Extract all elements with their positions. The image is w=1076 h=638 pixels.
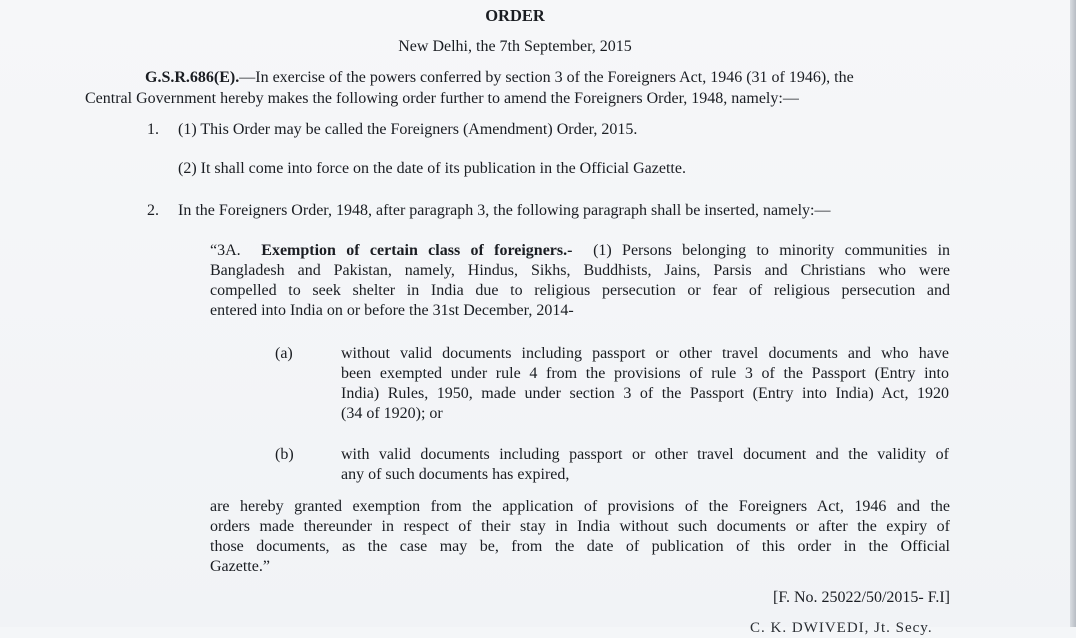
para-3a-heading: Exemption of certain class of foreigners.- bbox=[261, 242, 573, 259]
page-edge bbox=[1070, 0, 1076, 627]
clause-a-line: without valid documents including passport or other travel documents and who have bbox=[341, 345, 949, 362]
para-3a-open: “3A. bbox=[210, 242, 241, 259]
clause-b-label: (b) bbox=[275, 446, 294, 463]
para-3a-line: entered into India on or before the 31st December, 2014- bbox=[210, 302, 574, 319]
para-3a-line: compelled to seek shelter in India due to religious persecution or fear of religious persecution and bbox=[210, 282, 950, 299]
para1-number: 1. bbox=[147, 121, 159, 138]
signature-partial: C. K. DWIVEDI, Jt. Secy. bbox=[750, 620, 933, 636]
para-3a bbox=[210, 241, 950, 321]
preamble-text: —In exercise of the powers conferred by section 3 of the Foreigners Act, 1946 (31 of 1946), the bbox=[239, 69, 854, 86]
para-3a-line1-rest: (1) Persons belonging to minority communities in bbox=[593, 242, 951, 259]
closing-line: are hereby granted exemption from the application of provisions of the Foreigners Act, 1946 and the bbox=[210, 498, 950, 515]
closing-text bbox=[210, 497, 950, 577]
order-heading: ORDER bbox=[485, 6, 545, 25]
closing-line: those documents, as the case may be, from the date of publication of this order in the Official bbox=[210, 538, 950, 555]
gsr-number: G.S.R.686(E). bbox=[145, 69, 240, 86]
preamble-line-2: Central Government hereby makes the following order further to amend the Foreigners Order, 1948, namely:— bbox=[85, 90, 799, 107]
para-3a-line-1 bbox=[210, 241, 950, 261]
para1-sub2: (2) It shall come into force on the date of its publication in the Official Gazette. bbox=[178, 160, 686, 177]
clause-a bbox=[341, 344, 949, 424]
para1-sub1: (1) This Order may be called the Foreigners (Amendment) Order, 2015. bbox=[178, 121, 638, 138]
clause-b bbox=[341, 445, 949, 485]
clause-b-line: any of such documents has expired, bbox=[341, 466, 570, 483]
file-number: [F. No. 25022/50/2015- F.I] bbox=[773, 589, 950, 606]
para-3a-line: Bangladesh and Pakistan, namely, Hindus, Sikhs, Buddhists, Jains, Parsis and Christians who were bbox=[210, 262, 950, 279]
clause-a-label: (a) bbox=[275, 345, 293, 362]
preamble-line-1 bbox=[145, 68, 854, 88]
para2-number: 2. bbox=[147, 202, 159, 219]
clause-a-line: India) Rules, 1950, made under section 3 of the Passport (Entry into India) Act, 1920 bbox=[341, 385, 949, 402]
place-date: New Delhi, the 7th September, 2015 bbox=[398, 38, 632, 55]
closing-line: orders made thereunder in respect of their stay in India without such documents or after the expiry of bbox=[210, 518, 950, 535]
clause-b-line: with valid documents including passport or other travel document and the validity of bbox=[341, 446, 949, 463]
clause-a-line: been exempted under rule 4 from the provisions of rule 3 of the Passport (Entry into bbox=[341, 365, 949, 382]
clause-a-line: (34 of 1920); or bbox=[341, 405, 443, 422]
para2-text: In the Foreigners Order, 1948, after paragraph 3, the following paragraph shall be inserted, namely:— bbox=[178, 202, 831, 219]
closing-line: Gazette.” bbox=[210, 558, 270, 575]
